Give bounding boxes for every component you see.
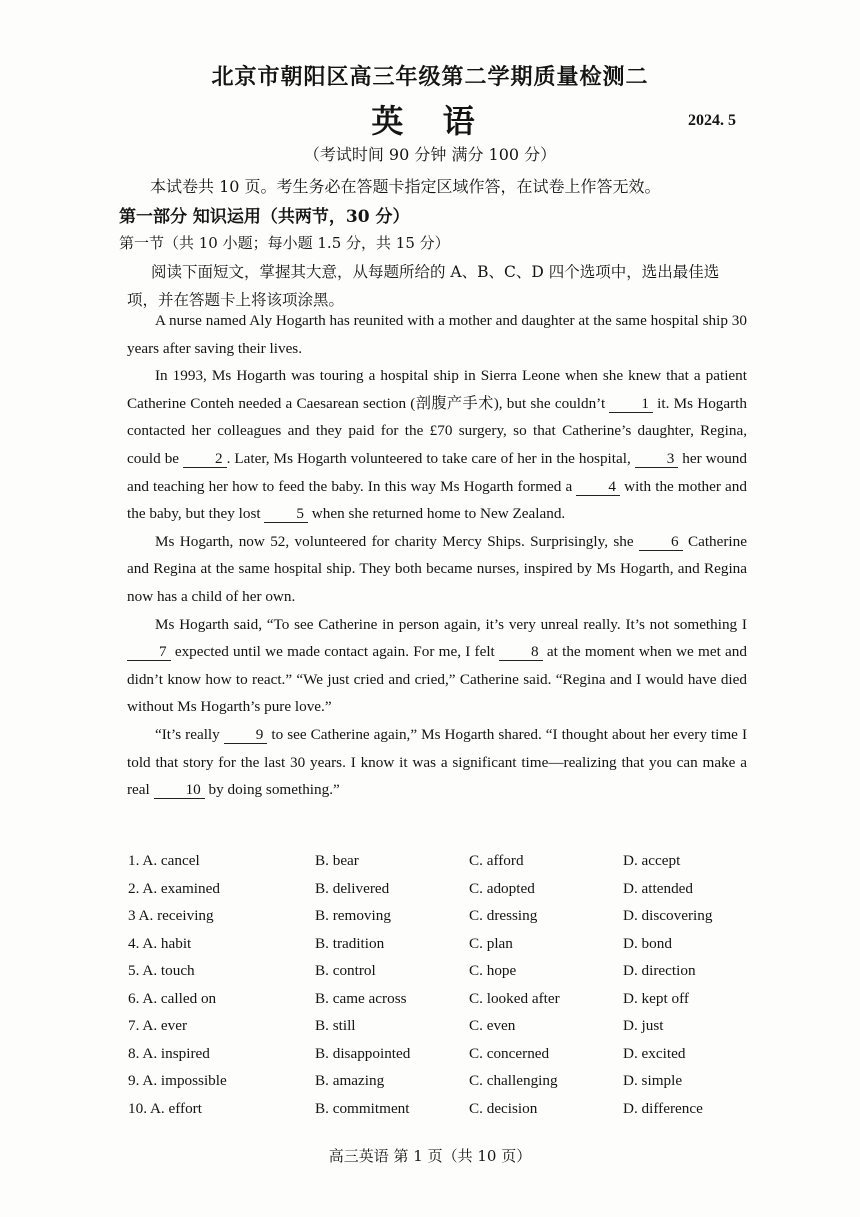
passage-text: “It’s really xyxy=(155,725,224,743)
passage-paragraph xyxy=(127,721,747,804)
blank-3: 3 xyxy=(635,451,679,468)
option-d: D. bond xyxy=(623,934,672,952)
option-d: D. discovering xyxy=(623,907,713,924)
passage-text: Catherine and Regina at the same hospital ship. They both became nurses, inspired by Ms Hogarth, and Regina now has a child of her own. xyxy=(127,532,747,605)
option-b: B. removing xyxy=(315,907,391,924)
option-c: C. even xyxy=(469,1017,516,1034)
passage-text: with the mother and the baby, but they lost xyxy=(127,477,747,523)
question-row xyxy=(128,1072,748,1100)
blank-10: 10 xyxy=(154,782,205,799)
passage-paragraph xyxy=(127,362,747,528)
option-a: 9. A. impossible xyxy=(128,1072,227,1089)
blank-6: 6 xyxy=(639,534,683,551)
option-a: 2. A. examined xyxy=(128,879,220,897)
passage-text: Ms Hogarth said, “To see Catherine in person again, it’s very unreal really. It’s not something I xyxy=(155,615,747,633)
question-row xyxy=(128,907,748,935)
option-b: B. amazing xyxy=(315,1072,385,1089)
answer-options xyxy=(128,852,748,1127)
option-c: C. dressing xyxy=(469,907,538,924)
blank-1: 1 xyxy=(609,396,653,413)
option-b: B. commitment xyxy=(315,1099,410,1117)
passage-text: expected until we made contact again. For me, I felt xyxy=(170,643,500,661)
passage-text: it. Ms Hogarth contacted her colleagues and they paid for the £70 surgery, so that Catherine’s daughter, Regina, could be xyxy=(127,394,747,467)
question-row xyxy=(128,880,748,908)
exam-info: （考试时间 90 分钟 满分 100 分） xyxy=(303,145,557,164)
blank-5: 5 xyxy=(264,506,308,523)
cloze-passage xyxy=(127,307,747,804)
question-row xyxy=(128,1100,748,1128)
part-title: 第一部分 知识运用（共两节，30 分） xyxy=(119,207,410,227)
blank-7: 7 xyxy=(127,644,171,661)
option-c: C. afford xyxy=(469,852,524,869)
passage-text: at the moment when we met and didn’t know how to react.” “We just cried and cried,” Catherine said. “Regina and I would have died without Ms Hogarth’s pure love.” xyxy=(127,643,747,716)
option-b: B. still xyxy=(315,1017,356,1034)
question-row xyxy=(128,1045,748,1073)
option-d: D. attended xyxy=(623,879,694,897)
option-b: B. disappointed xyxy=(315,1044,411,1062)
option-c: C. concerned xyxy=(469,1044,550,1062)
exam-title: 北京市朝阳区高三年级第二学期质量检测二 xyxy=(211,64,649,90)
instructions: 阅读下面短文，掌握其大意，从每题所给的 A、B、C、D 四个选项中，选出最佳选项，并在答题卡上将该项涂黑。 xyxy=(127,263,720,309)
option-a: 6. A. called on xyxy=(128,989,217,1007)
option-d: D. difference xyxy=(623,1099,703,1117)
option-b: B. delivered xyxy=(315,879,390,897)
question-row xyxy=(128,962,748,990)
question-row xyxy=(128,935,748,963)
option-b: B. tradition xyxy=(315,934,385,952)
passage-paragraph xyxy=(127,528,747,611)
option-c: C. plan xyxy=(469,934,513,952)
question-row xyxy=(128,1017,748,1045)
section-title: 第一节（共 10 小题；每小题 1.5 分，共 15 分） xyxy=(119,234,450,252)
passage-paragraph xyxy=(127,611,747,721)
passage-paragraph xyxy=(127,307,747,362)
question-row xyxy=(128,990,748,1018)
passage-text: by doing something.” xyxy=(204,781,340,799)
option-d: D. direction xyxy=(623,962,696,979)
option-b: B. came across xyxy=(315,989,407,1007)
passage-text: . Later, Ms Hogarth volunteered to take care of her in the hospital, xyxy=(226,449,635,467)
question-row xyxy=(128,852,748,880)
option-c: C. challenging xyxy=(469,1072,558,1089)
option-b: B. control xyxy=(315,962,376,979)
passage-text: Ms Hogarth, now 52, volunteered for charity Mercy Ships. Surprisingly, she xyxy=(155,532,639,550)
blank-2: 2 xyxy=(183,451,227,468)
option-c: C. adopted xyxy=(469,879,535,897)
exam-date: 2024. 5 xyxy=(688,112,736,129)
passage-text: to see Catherine again,” Ms Hogarth shared. “I thought about her every time I told that story for the last 30 years. I know it was a significant time—realizing that you can make a real xyxy=(127,725,747,799)
passage-text: A nurse named Aly Hogarth has reunited with a mother and daughter at the same hospital ship 30 years after saving their lives. xyxy=(127,312,747,357)
option-a: 1. A. cancel xyxy=(128,852,200,869)
option-b: B. bear xyxy=(315,852,359,869)
blank-4: 4 xyxy=(576,479,620,496)
blank-8: 8 xyxy=(499,644,543,661)
option-d: D. excited xyxy=(623,1044,686,1062)
option-a: 5. A. touch xyxy=(128,962,195,979)
option-a: 10. A. effort xyxy=(128,1099,202,1117)
option-d: D. kept off xyxy=(623,989,689,1007)
option-d: D. simple xyxy=(623,1072,683,1089)
option-a: 8. A. inspired xyxy=(128,1044,210,1062)
option-c: C. decision xyxy=(469,1099,538,1117)
option-c: C. looked after xyxy=(469,989,560,1007)
passage-text: her wound and teaching her how to feed the baby. In this way Ms Hogarth formed a xyxy=(127,449,747,495)
option-d: D. accept xyxy=(623,852,681,869)
option-a: 7. A. ever xyxy=(128,1017,188,1034)
page-footer: 高三英语 第 1 页（共 10 页） xyxy=(328,1147,532,1165)
passage-text: when she returned home to New Zealand. xyxy=(307,505,566,523)
subject-title: 英 语 xyxy=(371,102,489,140)
option-c: C. hope xyxy=(469,962,517,979)
option-a: 3 A. receiving xyxy=(128,907,214,924)
blank-9: 9 xyxy=(224,727,268,744)
passage-text: In 1993, Ms Hogarth was touring a hospital ship in Sierra Leone when she knew that a patient Catherine Conteh needed a Caesarean section (剖腹产手术), but she couldn’t xyxy=(127,367,747,412)
option-a: 4. A. habit xyxy=(128,934,192,952)
exam-notice: 本试卷共 10 页。考生务必在答题卡指定区域作答，在试卷上作答无效。 xyxy=(150,177,661,196)
option-d: D. just xyxy=(623,1017,664,1034)
